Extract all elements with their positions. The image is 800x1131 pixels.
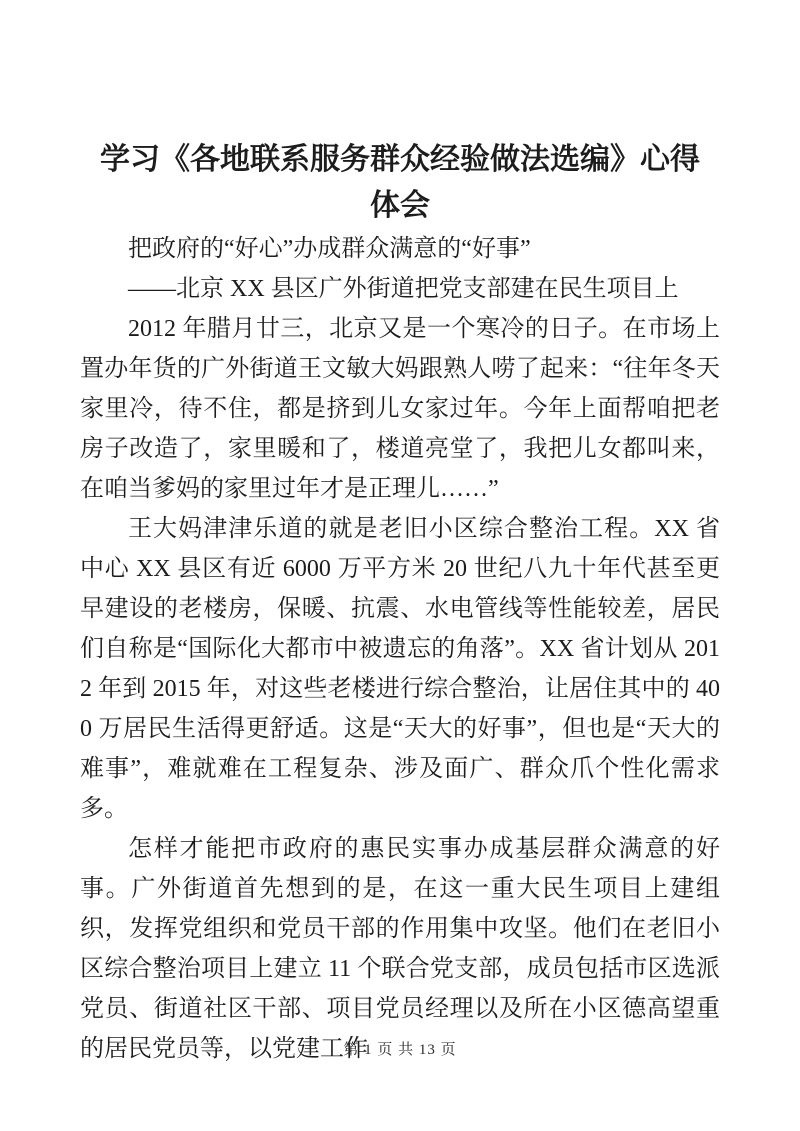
- paragraph: 2012 年腊月廿三，北京又是一个寒冷的日子。在市场上置办年货的广外街道王文敏大妈跟熟人唠了起来：“往年冬天家里冷，待不住，都是挤到儿女家过年。今年上面帮咱把老房子改造了，家里暖和了，楼道亮堂了，我把儿女都叫来，在咱当爹妈的家里过年才是正理儿……”: [80, 316, 720, 502]
- paragraph: 王大妈津津乐道的就是老旧小区综合整治工程。XX 省中心 XX 县区有近 6000 万平方米 20 世纪八九十年代甚至更早建设的老楼房，保暖、抗震、水电管线等性能较差，居民们自称是“国际化大都市中被遗忘的角落”。XX 省计划从 2012 年到 2015 年，对这些老楼进行综合整治，让居住其中的 400 万居民生活得更舒适。这是“天大的好事”，但也是“天大的难事”，难就难在工程复杂、涉及面广、群众爪个性化需求多。: [80, 516, 720, 822]
- page-footer: 第 1 页 共 13 页: [343, 1042, 457, 1058]
- paragraph: 怎样才能把市政府的惠民实事办成基层群众满意的好事。广外街道首先想到的是，在这一重大民生项目上建组织，发挥党组织和党员干部的作用集中攻坚。他们在老旧小区综合整治项目上建立 11 个联合党支部，成员包括市区选派党员、街道社区干部、项目党员经理以及所在小区德高望重的居民党员等，以党建工作: [80, 836, 720, 1062]
- page-title: 学习《各地联系服务群众经验做法选编》心得体会: [100, 143, 700, 222]
- document-body: [80, 229, 720, 1069]
- paragraph-byline: ——北京 XX 县区广外街道把党支部建在民生项目上: [128, 276, 679, 302]
- page-content: [0, 137, 800, 1069]
- paragraph-subtitle: 把政府的“好心”办成群众满意的“好事”: [128, 236, 531, 262]
